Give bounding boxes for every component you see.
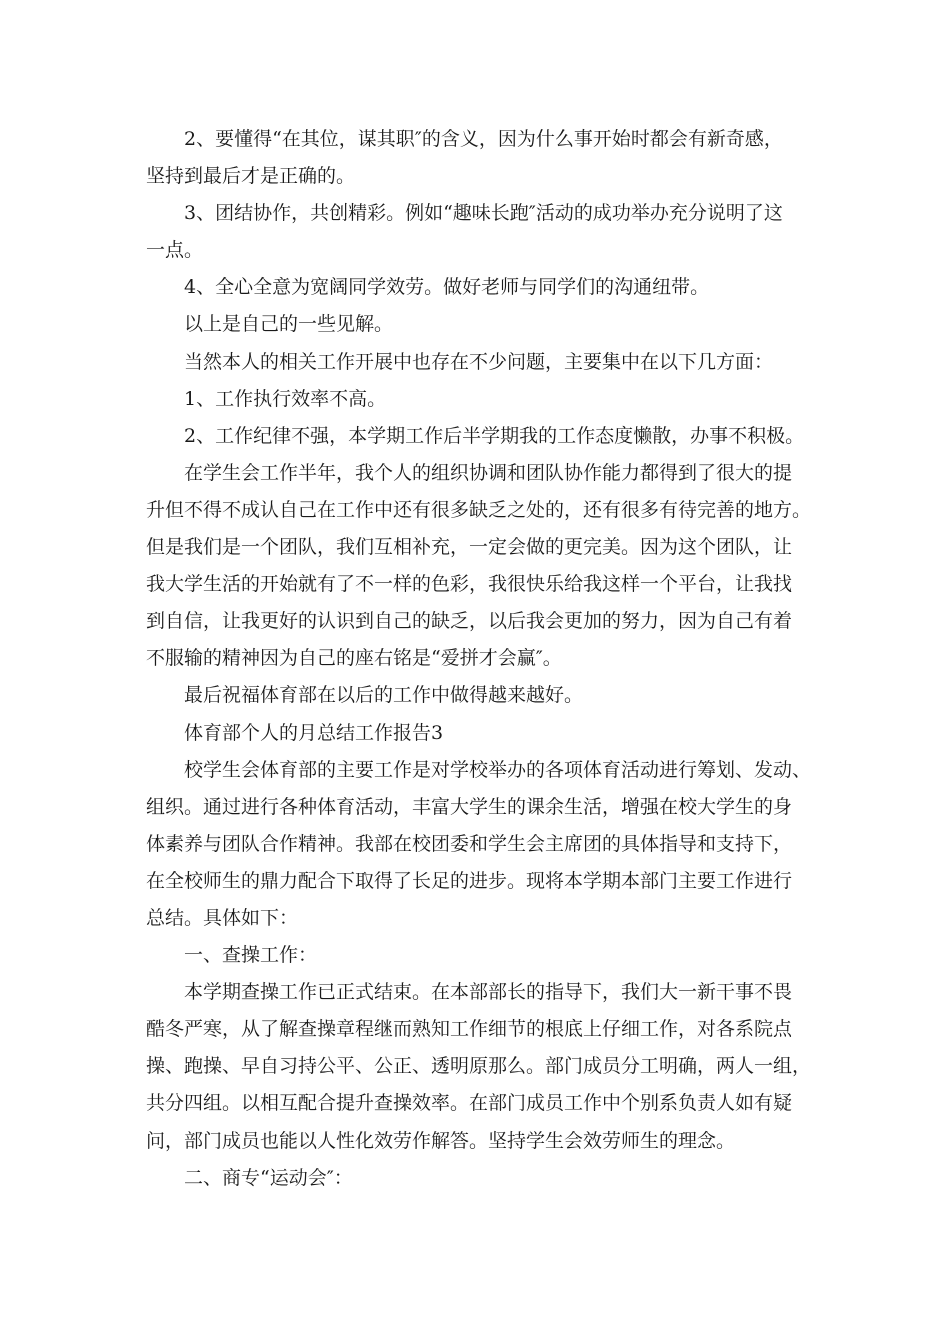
text-line: 3、团结协作，共创精彩。例如“趣味长跑″活动的成功举办充分说明了这 bbox=[184, 202, 783, 225]
text-line: 问，部门成员也能以人性化效劳作解答。坚持学生会效劳师生的理念。 bbox=[146, 1129, 736, 1152]
text-line: 4、全心全意为宽阔同学效劳。做好老师与同学们的沟通纽带。 bbox=[184, 276, 710, 299]
text-line: 但是我们是一个团队，我们互相补充，一定会做的更完美。因为这个团队，让 bbox=[146, 536, 793, 559]
text-line: 2、工作纪律不强，本学期工作后半学期我的工作态度懒散，办事不积极。 bbox=[184, 424, 805, 447]
text-line: 坚持到最后才是正确的。 bbox=[146, 165, 356, 188]
text-line: 以上是自己的一些见解。 bbox=[184, 313, 394, 336]
text-line: 到自信，让我更好的认识到自己的缺乏，以后我会更加的努力，因为自己有着 bbox=[146, 610, 793, 633]
text-line: 总结。具体如下： bbox=[146, 906, 299, 929]
text-line: 升但不得不成认自己在工作中还有很多缺乏之处的，还有很多有待完善的地方。 bbox=[146, 498, 812, 521]
document-body bbox=[146, 121, 811, 1197]
text-line: 不服输的精神因为自己的座右铭是“爱拼才会赢″。 bbox=[146, 647, 562, 670]
section-heading: 体育部个人的月总结工作报告3 bbox=[184, 721, 444, 744]
text-line: 共分四组。以相互配合提升查操效率。在部门成员工作中个别系负责人如有疑 bbox=[146, 1092, 793, 1115]
text-line: 校学生会体育部的主要工作是对学校举办的各项体育活动进行筹划、发动、 bbox=[184, 758, 812, 781]
text-line: 我大学生活的开始就有了不一样的色彩，我很快乐给我这样一个平台，让我找 bbox=[146, 573, 793, 596]
text-line: 1、工作执行效率不高。 bbox=[184, 387, 387, 410]
text-line: 在全校师生的鼎力配合下取得了长足的进步。现将本学期本部门主要工作进行 bbox=[146, 869, 793, 892]
subsection-heading: 一、查操工作： bbox=[184, 944, 318, 967]
text-line: 本学期查操工作已正式结束。在本部部长的指导下，我们大一新干事不畏 bbox=[184, 981, 793, 1004]
text-line: 在学生会工作半年，我个人的组织协调和团队协作能力都得到了很大的提 bbox=[184, 461, 793, 484]
text-line: 组织。通过进行各种体育活动，丰富大学生的课余生活，增强在校大学生的身 bbox=[146, 795, 793, 818]
subsection-heading: 二、商专“运动会″： bbox=[184, 1166, 353, 1189]
text-line: 操、跑操、早自习持公平、公正、透明原那么。部门成员分工明确，两人一组， bbox=[146, 1055, 812, 1078]
text-line: 一点。 bbox=[146, 239, 204, 262]
text-line: 体素养与团队合作精神。我部在校团委和学生会主席团的具体指导和支持下， bbox=[146, 832, 793, 855]
text-line: 最后祝福体育部在以后的工作中做得越来越好。 bbox=[184, 684, 584, 707]
text-line: 当然本人的相关工作开展中也存在不少问题，主要集中在以下几方面： bbox=[184, 350, 774, 373]
text-line: 酷冬严寒，从了解查操章程继而熟知工作细节的根底上仔细工作，对各系院点 bbox=[146, 1018, 793, 1041]
text-line: 2、要懂得“在其位，谋其职″的含义，因为什么事开始时都会有新奇感， bbox=[184, 128, 783, 150]
